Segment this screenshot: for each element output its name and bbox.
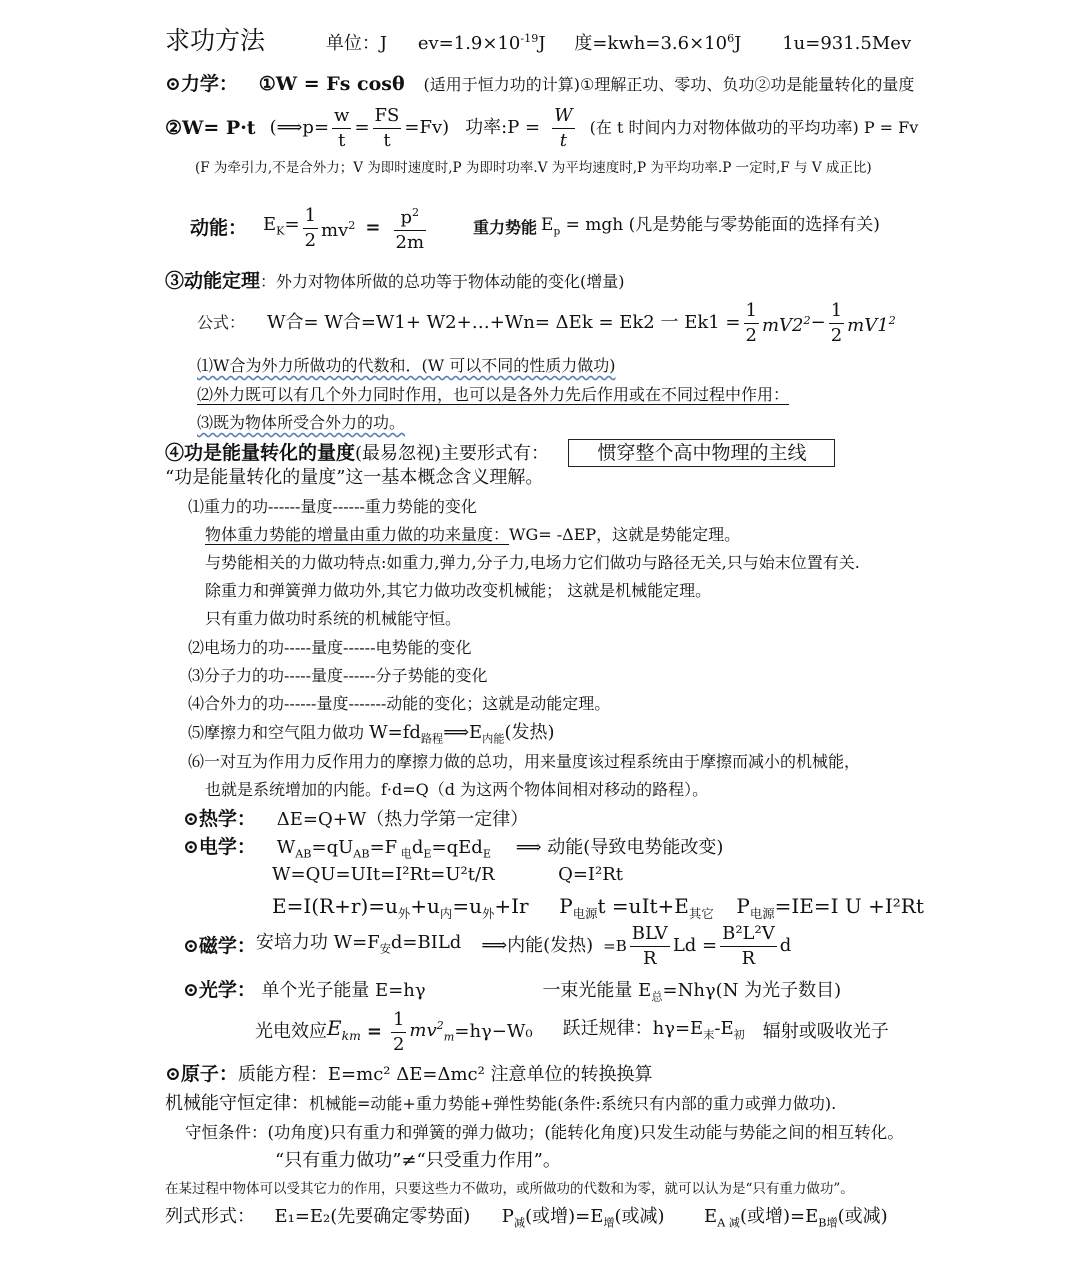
photoelectric-tail: =hγ−W₀ xyxy=(454,1021,533,1042)
theorem-note-1-text: ⑴W合为外力所做功的代数和．(W 可以不同的性质力做功) xyxy=(197,356,616,375)
fraction-fs-over-t xyxy=(373,104,402,153)
atom-line xyxy=(165,1063,653,1086)
chu-sub: 初 xyxy=(733,1028,745,1042)
equals-sign: = xyxy=(366,1021,382,1042)
beam-tail: =Nhγ(N 为光子数目) xyxy=(662,980,842,1001)
emf-b: +u xyxy=(410,894,440,918)
theorem-formula-line xyxy=(197,297,896,349)
unit-label: 单位：J xyxy=(325,33,388,54)
fraction-numerator: 1 xyxy=(304,204,317,226)
ek-e: E xyxy=(263,213,277,235)
emf-c: =u xyxy=(452,894,482,918)
kwh-exponent: 6 xyxy=(727,32,735,45)
ab-sub-2: AB xyxy=(353,847,370,861)
photon-emit-absorb: 辐射或吸收光子 xyxy=(762,1021,889,1042)
friction-w: W=fd xyxy=(369,722,421,743)
fraction-b2l2v-over-r xyxy=(720,922,777,971)
fraction-numerator xyxy=(394,201,427,230)
source-power: =IE=I U +I²Rt xyxy=(774,894,924,918)
e-sub-2: E xyxy=(482,847,491,861)
mass-energy-equation: 质能方程：E=mc² ΔE=Δmc² 注意单位的转换换算 xyxy=(237,1064,653,1085)
mvm-sub: m xyxy=(443,1030,455,1044)
magnet-ld: Ld = xyxy=(672,935,718,956)
fraction-denominator: t xyxy=(552,128,575,153)
e-sub: E xyxy=(423,847,432,861)
friction-internal-sub: 内能 xyxy=(482,732,505,746)
beam-text: 一束光能量 E xyxy=(542,980,652,1001)
power-label: 功率:P = xyxy=(465,117,541,138)
ek-sub: K xyxy=(276,224,285,238)
km-sub: km xyxy=(341,1028,361,1043)
fraction-one-half-a xyxy=(744,299,759,348)
source-sub: 电源 xyxy=(572,906,598,921)
wai-sub-2: 外 xyxy=(481,906,495,921)
minus-sign: − xyxy=(810,312,826,333)
potential-energy-formula xyxy=(541,214,880,242)
friction-formula xyxy=(369,722,555,746)
work-formula-2: ②W= P·t xyxy=(165,117,256,139)
fraction-work-over-time xyxy=(552,104,575,153)
theorem-note-2 xyxy=(197,384,789,406)
energy-heading-line xyxy=(165,439,835,467)
photon-beam-energy xyxy=(542,980,842,1004)
header-row xyxy=(165,28,911,55)
ek-eq: = xyxy=(284,213,300,235)
p-text: p xyxy=(400,207,412,228)
d-text: d xyxy=(411,837,424,858)
transition-text: 跃迁规律：hγ=E xyxy=(562,1017,704,1039)
fraction-denominator: R xyxy=(630,946,670,971)
elec-line-1 xyxy=(183,836,723,866)
kinetic-energy-line xyxy=(190,198,880,258)
fraction-denominator: 2 xyxy=(392,1033,405,1055)
thermo-heading: ⊙热学： xyxy=(183,808,256,830)
mv2-text: mV2 xyxy=(761,314,804,336)
mvm-exp: 2 xyxy=(436,1019,444,1033)
ampere-text: 安培力功 W=F xyxy=(255,931,380,953)
equation-form-1: E₁=E₂(先要确定零势面) xyxy=(274,1206,471,1227)
power-derivation-start: (⟹p= xyxy=(269,117,330,138)
kwh-text: 度=kwh=3.6×10 xyxy=(574,33,728,54)
fraction-one-half-c xyxy=(391,1008,406,1057)
kinetic-energy-label: 动能： xyxy=(190,217,248,239)
mv2-exp: 2 xyxy=(803,313,811,327)
elec-work-formulas: W=QU=UIt=I²Rt=U²t/R xyxy=(272,864,495,885)
power-derivation-end: =Fv) xyxy=(404,117,450,138)
mv2-squared xyxy=(762,310,811,337)
magnet-heading: ⊙磁学： xyxy=(183,935,256,957)
form2-p: P xyxy=(501,1206,514,1227)
mvm-text: mv xyxy=(409,1020,437,1042)
elec-arrow-kinetic: ⟹ 动能(导致电势能改变) xyxy=(515,837,724,858)
fraction-numerator: 1 xyxy=(392,1008,405,1030)
optics-line-2 xyxy=(255,1004,889,1060)
form2-jian-sub: 减 xyxy=(513,1216,526,1230)
ev-unit: J xyxy=(538,33,546,54)
gravity-work-a-text: 物体重力势能的增量由重力做的功来量度： xyxy=(205,525,510,544)
theorem-note-2-text: ⑵外力既可以有几个外力同时作用，也可以是各外力先后作用或在不同过程中作用： xyxy=(197,385,790,404)
mechanics-line-2 xyxy=(165,100,918,156)
friction-work-text: ⑸摩擦力和空气阻力做功 xyxy=(188,723,365,742)
page-title: 求功方法 xyxy=(165,26,266,55)
fraction-numerator: 1 xyxy=(745,299,757,321)
work-formula-1-note: (适用于恒力功的计算)①理解正功、零功、负功②功是能量转化的量度 xyxy=(423,75,915,94)
ep-e: E xyxy=(541,214,554,235)
form3-jian-sub: 减 xyxy=(725,1216,740,1230)
mv-text: mv xyxy=(321,219,349,241)
conservation-definition: 机械能=动能+重力势能+弹性势能(条件:系统只有内部的重力或弹力做功). xyxy=(309,1094,837,1113)
gravity-work-a-formula: WG= -ΔEP，这就是势能定理。 xyxy=(509,525,741,544)
mo-sub: 末 xyxy=(703,1028,715,1042)
friction-pair-work-b: 也就是系统增加的内能。f·d=Q（d 为这两个物体间相对移动的路程）。 xyxy=(205,780,709,799)
form2-tail: (或减) xyxy=(614,1206,665,1227)
source-energy: t =uIt+E xyxy=(597,894,689,918)
nei-sub: 内 xyxy=(439,906,453,921)
equation-forms-line xyxy=(165,1206,888,1235)
form3-a-sub: A xyxy=(717,1216,726,1230)
conservation-quote: “只有重力做功”≠“只受重力作用”。 xyxy=(275,1150,561,1171)
ev-exponent: -19 xyxy=(520,32,539,45)
friction-arrow: ⟹E xyxy=(443,722,483,743)
f-text: =F xyxy=(369,837,398,858)
fraction-denominator: R xyxy=(720,946,777,971)
mv-squared xyxy=(321,215,355,242)
elec-formula-1 xyxy=(276,837,491,861)
energy-heading-tail: (最易忽视)主要形式有： xyxy=(355,443,550,464)
mechanics-line-1 xyxy=(165,73,914,96)
equation-forms-label: 列式形式： xyxy=(165,1206,255,1227)
fraction-denominator: 2 xyxy=(745,324,757,346)
fraction-numerator: BLV xyxy=(631,922,668,944)
ampere-work xyxy=(256,932,461,961)
magnet-eq-b: =B xyxy=(603,937,627,955)
fraction-w-over-t xyxy=(332,104,351,153)
conservation-condition: 守恒条件：(功角度)只有重力和弹簧的弹力做功；(能转化角度)只发生动能与势能之间的相互转化。 xyxy=(185,1123,904,1142)
transition-text-2: -E xyxy=(714,1017,734,1039)
theorem-line xyxy=(165,270,625,293)
gravity-work-b: 与势能相关的力做功特点:如重力,弹力,分子力,电场力它们做功与路径无关,只与始末位置有关. xyxy=(205,553,860,572)
ekm-e: E xyxy=(327,1016,342,1040)
magnet-arrow-heat: ⟹内能(发热) xyxy=(481,935,594,956)
molecular-force-work: ⑶分子力的功-----量度------分子势能的变化 xyxy=(188,666,488,685)
potential-energy-label: 重力势能 xyxy=(473,218,538,237)
theorem-note-3 xyxy=(197,412,405,434)
power-footnote: (F 为牵引力,不是合外力；V 为即时速度时,P 为即时功率.V 为平均速度时,P 为平均功率.P 一定时,F 与 V 成正比) xyxy=(195,160,872,176)
fraction-numerator: FS xyxy=(374,104,400,126)
dian-sub: 电 xyxy=(397,847,412,861)
form3-e: E xyxy=(704,1206,718,1227)
u-conversion: 1u=931.5Mev xyxy=(782,33,912,54)
photoelectric-label: 光电效应 xyxy=(255,1021,327,1042)
mv-exp: 2 xyxy=(348,218,356,232)
form2-zeng-sub: 增 xyxy=(603,1216,615,1230)
magnet-line xyxy=(183,920,791,972)
wai-sub: 外 xyxy=(397,906,411,921)
fraction-one-half-b xyxy=(829,299,844,348)
kwh-conversion xyxy=(574,33,741,54)
work-sum-formula: W合= W合=W1+ W2+…+Wn= ΔEk = Ek2 一 Ek1 = xyxy=(267,312,741,333)
equals-sign: = xyxy=(365,217,381,238)
thermo-formula: ΔE=Q+W（热力学第一定律） xyxy=(276,809,529,830)
ev-text: ev=1.9×10 xyxy=(417,33,521,54)
equation-form-2 xyxy=(501,1206,665,1230)
fraction-denominator: 2 xyxy=(304,229,317,251)
mv1-exp: 2 xyxy=(888,313,896,327)
theorem-note-1 xyxy=(197,355,615,377)
formula-label: 公式： xyxy=(197,313,246,332)
gravity-work: ⑴重力的功------量度------重力势能的变化 xyxy=(188,497,477,516)
fraction-numerator: w xyxy=(334,104,350,126)
atom-heading: ⊙原子： xyxy=(165,1063,238,1085)
ek-symbol xyxy=(263,214,300,243)
power-note: (在 t 时间内力对物体做功的平均功率) P = Fv xyxy=(589,118,919,137)
an-sub: 安 xyxy=(379,942,391,956)
mechanics-heading: ⊙力学： xyxy=(165,73,238,95)
electric-field-work: ⑵电场力的功-----量度------电势能的变化 xyxy=(188,638,472,657)
gravity-work-a xyxy=(205,524,740,546)
other-sub: 其它 xyxy=(688,906,714,921)
fraction-one-half xyxy=(303,204,318,253)
ev-conversion xyxy=(418,33,546,54)
work-formula-1: ①W = Fs cosθ xyxy=(258,73,405,95)
friction-pair-work: ⑹一对互为作用力反作用力的摩擦力做的总功，用来量度该过程系统由于摩擦而减小的机械能， xyxy=(188,752,861,771)
conservation-line xyxy=(165,1093,836,1115)
theorem-heading: ③动能定理 xyxy=(165,270,261,292)
fraction-denominator: 2m xyxy=(395,232,425,253)
fraction-denominator: t xyxy=(373,128,402,153)
main-thread-box: 惯穿整个高中物理的主线 xyxy=(568,439,835,467)
p-source: P xyxy=(559,894,573,918)
ep-sub: p xyxy=(553,225,561,238)
p-source-2: P xyxy=(736,894,750,918)
elec-heading: ⊙电学： xyxy=(183,836,256,858)
theorem-description: ：外力对物体所做的总功等于物体动能的变化(增量) xyxy=(260,272,625,291)
friction-work xyxy=(188,722,555,751)
source-sub-2: 电源 xyxy=(749,906,775,921)
form3-b-sub: B xyxy=(818,1216,827,1230)
fraction-numerator: B²L²V xyxy=(722,922,775,944)
friction-tail: (发热) xyxy=(504,722,555,743)
elec-line-2 xyxy=(272,864,623,886)
thermo-line xyxy=(183,808,528,831)
form3-zeng-sub: 增 xyxy=(826,1216,838,1230)
fraction-blv-over-r xyxy=(630,922,670,971)
w-text: W xyxy=(276,837,296,858)
fraction-denominator: 2 xyxy=(830,324,843,346)
ampere-text-2: d=BILd xyxy=(390,931,462,953)
emf-d: +Ir xyxy=(494,894,529,918)
fraction-numerator: 1 xyxy=(830,299,843,321)
p-exp: 2 xyxy=(411,206,420,219)
fraction-p2-over-2m xyxy=(394,201,427,255)
energy-concept: “功是能量转化的量度”这一基本概念含义理解。 xyxy=(165,467,544,488)
magnet-d: d xyxy=(779,935,792,956)
transition-rule xyxy=(563,1018,745,1047)
ep-rest: = mgh (凡是势能与零势能面的选择有关) xyxy=(560,214,880,235)
gravity-work-d: 只有重力做功时系统的机械能守恒。 xyxy=(205,609,462,628)
energy-heading: ④功是能量转化的量度 xyxy=(165,442,356,464)
optics-heading: ⊙光学： xyxy=(183,979,256,1001)
gravity-work-c: 除重力和弹簧弹力做功外,其它力做功改变机械能； 这就是机械能定理。 xyxy=(205,581,712,600)
qed-text: =qEd xyxy=(431,837,483,858)
conservation-heading: 机械能守恒定律： xyxy=(165,1093,309,1114)
form3-mid: (或增)=E xyxy=(739,1206,819,1227)
equation-form-3 xyxy=(704,1206,888,1230)
ekm-symbol xyxy=(327,1017,361,1047)
emf-text: E=I(R+r)=u xyxy=(272,894,398,918)
fraction-numerator: W xyxy=(554,104,573,126)
zong-sub: 总 xyxy=(651,990,663,1004)
mvm-squared xyxy=(409,1015,454,1049)
net-force-work: ⑷合外力的功------量度-------动能的变化；这就是动能定理。 xyxy=(188,694,611,713)
ab-sub: AB xyxy=(295,847,312,861)
mv1-text: mV1 xyxy=(847,314,889,336)
qu-text: =qU xyxy=(311,837,354,858)
kwh-unit: J xyxy=(734,33,742,54)
joule-heat-formula: Q=I²Rt xyxy=(558,864,624,885)
theorem-note-3-text: ⑶既为物体所受合外力的功。 xyxy=(197,413,406,432)
equals-sign: = xyxy=(354,117,370,138)
fraction-denominator: t xyxy=(332,128,351,153)
mv1-squared xyxy=(847,310,896,337)
form2-mid: (或增)=E xyxy=(525,1206,604,1227)
friction-path-sub: 路程 xyxy=(420,732,444,746)
conservation-remark: 在某过程中物体可以受其它力的作用，只要这些力不做功，或所做功的代数和为零，就可以认为是“只有重力做功”。 xyxy=(165,1181,854,1197)
form3-tail: (或减) xyxy=(837,1206,888,1227)
single-photon-energy: 单个光子能量 E=hγ xyxy=(261,980,426,1001)
